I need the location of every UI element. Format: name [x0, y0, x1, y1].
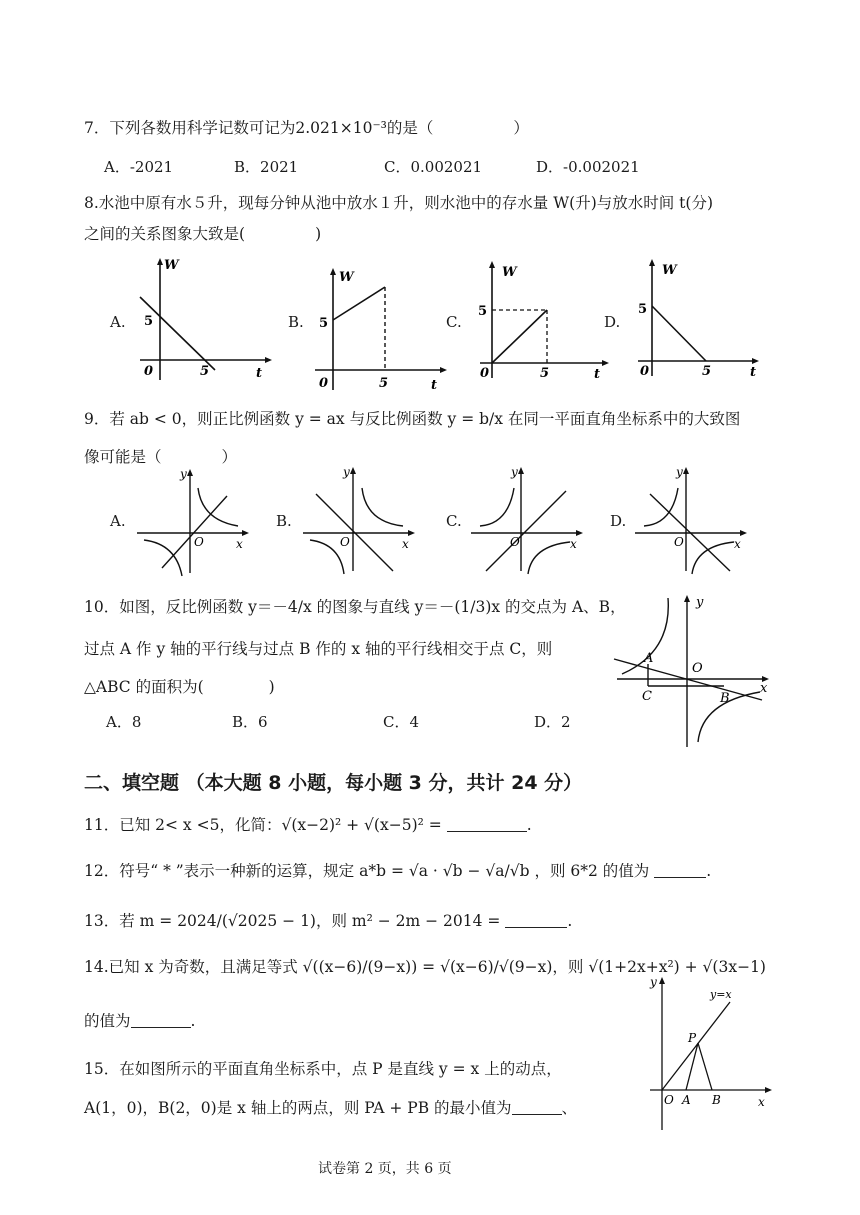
q8-line2	[84, 223, 321, 245]
q9-label-a: A.	[110, 512, 126, 530]
q8-a-t: t	[256, 366, 263, 381]
q14-line2	[84, 1010, 195, 1032]
q13-end: .	[567, 912, 573, 930]
q12-answer-blank	[654, 861, 706, 878]
q8-line1: 8.水池中原有水５升，现每分钟从池中放水１升，则水池中的存水量 W(升)与放水时间 t(分)	[84, 194, 713, 212]
q10-fig-o: O	[692, 661, 703, 676]
q13	[84, 910, 572, 932]
q14-line1: 14.已知 x 为奇数，且满足等式 √((x−6)/(9−x)) = √(x−6)/√(9−x)，则 √(1+2x+x²) + √(3x−1)	[84, 958, 766, 976]
q8-b-t: t	[431, 378, 438, 393]
q8-c-o: 0	[480, 366, 490, 381]
q8-d-t: t	[750, 365, 757, 380]
q15-line1: 15．在如图所示的平面直角坐标系中，点 P 是直线 y = x 上的动点，	[84, 1060, 562, 1078]
q10-paren-close: )	[268, 678, 275, 696]
q8-a-w: W	[164, 258, 179, 273]
q10-fig-c: C	[642, 689, 652, 704]
q8-c-5x: 5	[540, 366, 550, 381]
page-footer: 试卷第 2 页，共 6 页	[318, 1161, 452, 1177]
q12-text: 12．符号“ * ”表示一种新的运算，规定 a*b = √a · √b − √a/√b ，则 6*2 的值为	[84, 862, 650, 880]
q9-d-x: x	[734, 537, 741, 551]
q8-label-d: D.	[604, 313, 621, 331]
q9-a-y: y	[180, 467, 187, 481]
q9-graph-a	[132, 468, 257, 578]
q8-graph-d	[630, 256, 770, 386]
q15-fig-b: B	[712, 1093, 721, 1107]
q8-paren-close: )	[315, 225, 322, 243]
q9-line1: 9．若 ab < 0，则正比例函数 y = ax 与反比例函数 y = b/x 在同一平面直角坐标系中的大致图	[84, 410, 741, 428]
q8-b-w: W	[339, 270, 354, 285]
q9-b-o: O	[340, 535, 350, 549]
q15-fig-p: P	[688, 1031, 697, 1045]
q10-fig-a: A	[644, 651, 654, 666]
q8-a-line	[140, 297, 215, 370]
q9-b-x: x	[402, 537, 409, 551]
q11-end: .	[526, 816, 532, 834]
q8-a-5y: 5	[144, 314, 154, 329]
q14-end: .	[190, 1012, 196, 1030]
q10-fig-y: y	[696, 595, 704, 610]
q7-option-b: B．2021	[234, 158, 299, 176]
q10-fig-x: x	[760, 681, 768, 696]
q8-graph-b	[305, 265, 450, 395]
q10-line2: 过点 A 作 y 轴的平行线与过点 B 作的 x 轴的平行线相交于点 C，则	[84, 640, 553, 658]
q10-fig-b: B	[720, 691, 730, 706]
q8-b-o: 0	[319, 376, 329, 391]
q8-c-t: t	[594, 367, 601, 382]
q8-c-5y: 5	[478, 304, 488, 319]
q15-fig-o: O	[664, 1093, 674, 1107]
q9-c-x: x	[570, 537, 577, 551]
q8-c-w: W	[502, 265, 517, 280]
q9-c-y: y	[511, 465, 518, 479]
q8-a-o: 0	[144, 364, 154, 379]
q11-text: 11．已知 2< x <5，化简：√(x−2)² + √(x−5)² =	[84, 816, 442, 834]
q8-c-line	[492, 310, 547, 363]
q11	[84, 814, 532, 836]
q8-b-5y: 5	[319, 316, 329, 331]
q7-option-a: A．-2021	[104, 158, 174, 176]
q10-option-d: D．2	[534, 713, 571, 731]
q15-fig-yx: y=x	[710, 988, 732, 1001]
q9-label-d: D.	[610, 512, 627, 530]
q8-label-b: B.	[288, 313, 304, 331]
q12	[84, 860, 711, 882]
q8-d-5x: 5	[702, 364, 712, 379]
q7-option-c: C．0.002021	[384, 158, 483, 176]
q8-d-5y: 5	[638, 302, 648, 317]
q9-paren-close: ）	[221, 448, 238, 466]
q9-b-y: y	[343, 465, 350, 479]
q9-line2-text: 像可能是（	[84, 448, 162, 466]
q8-line2-text: 之间的关系图象大致是(	[84, 225, 246, 243]
q15-line2	[84, 1097, 577, 1119]
q9-line2	[84, 446, 237, 468]
q8-label-a: A.	[110, 313, 126, 331]
q9-graph-c	[466, 466, 591, 576]
q8-d-w: W	[662, 263, 677, 278]
q9-label-b: B.	[276, 512, 292, 530]
q14-line2-text: 的值为	[84, 1012, 131, 1030]
q8-b-5x: 5	[379, 376, 389, 391]
q8-d-line	[652, 306, 706, 361]
q8-a-5x: 5	[200, 364, 210, 379]
q10-line3	[84, 676, 275, 698]
section2-heading: 二、填空题 （本大题 8 小题，每小题 3 分，共计 24 分）	[84, 772, 583, 794]
q15-fig-a: A	[682, 1093, 691, 1107]
q15-end: 、	[561, 1099, 578, 1117]
q8-label-c: C.	[446, 313, 462, 331]
q10-option-b: B．6	[232, 713, 268, 731]
q9-d-y: y	[676, 465, 683, 479]
q7-stem-text: 7．下列各数用科学记数可记为2.021×10⁻³的是（	[84, 119, 434, 137]
q15-figure	[640, 972, 775, 1132]
q13-text: 13．若 m = 2024/(√2025 − 1)，则 m² − 2m − 2014 =	[84, 912, 501, 930]
q9-graph-b	[298, 466, 423, 576]
q7-stem	[84, 117, 529, 139]
q9-a-x: x	[236, 537, 243, 551]
q8-b-line	[333, 287, 385, 320]
q8-graph-c	[472, 258, 612, 388]
q15-fig-y: y	[650, 975, 657, 989]
q9-graph-d	[630, 466, 755, 576]
q9-label-c: C.	[446, 512, 462, 530]
q10-line3-text: △ABC 的面积为(	[84, 678, 204, 696]
q15-line2-text: A(1，0)，B(2，0)是 x 轴上的两点，则 PA + PB 的最小值为	[84, 1099, 512, 1117]
q10-option-c: C．4	[383, 713, 420, 731]
q10-figure	[612, 592, 777, 752]
q12-end: .	[706, 862, 712, 880]
q11-answer-blank	[447, 815, 527, 832]
q15-answer-blank	[512, 1098, 562, 1115]
q10-line1: 10．如图，反比例函数 y＝－4/x 的图象与直线 y＝－(1/3)x 的交点为 A、B，	[84, 598, 626, 616]
q7-paren-close: ）	[513, 119, 529, 137]
q10-option-a: A．8	[106, 713, 142, 731]
q13-answer-blank	[505, 911, 567, 928]
q9-a-o: O	[194, 535, 204, 549]
q9-d-o: O	[674, 535, 684, 549]
q9-c-o: O	[510, 535, 520, 549]
q14-answer-blank	[131, 1011, 191, 1028]
q15-fig-x: x	[758, 1095, 765, 1109]
q8-d-o: 0	[640, 364, 650, 379]
q8-graph-a	[130, 255, 270, 385]
q7-option-d: D．-0.002021	[536, 158, 640, 176]
